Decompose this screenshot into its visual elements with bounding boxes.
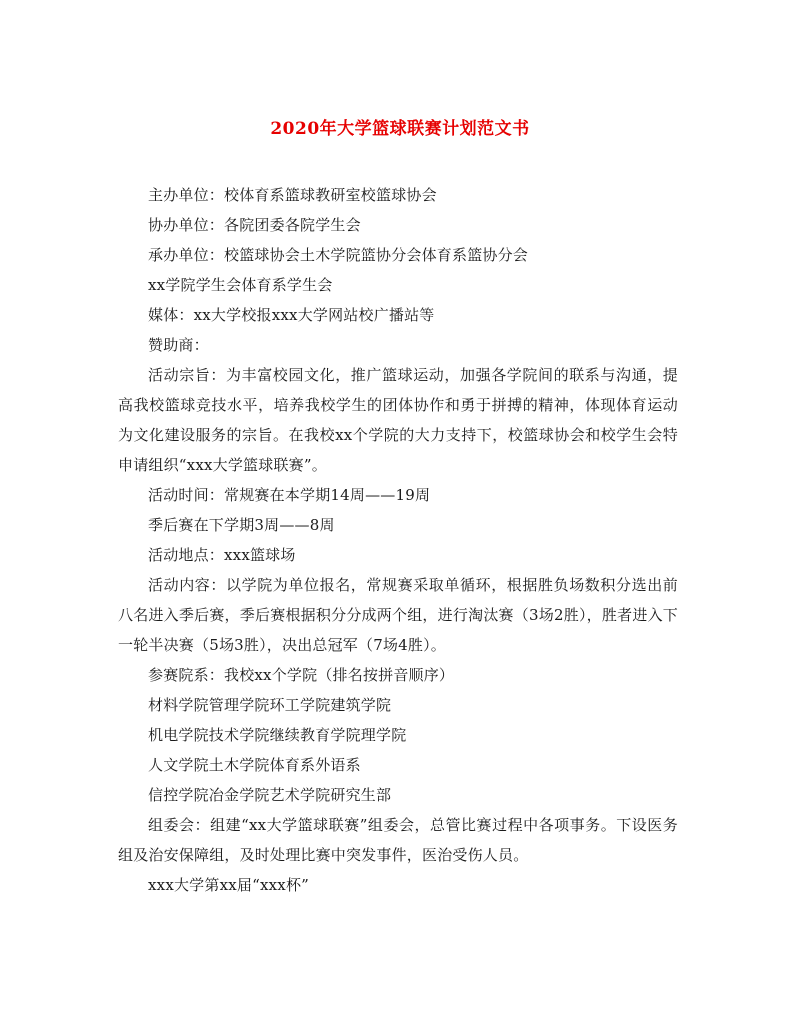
paragraph-undertaker-cont: xx学院学生会体育系学生会 — [148, 276, 333, 294]
paragraph-venue: 活动地点：xxx篮球场 — [148, 546, 296, 564]
paragraph-participants: 参赛院系：我校xx个学院（排名按拼音顺序） — [148, 666, 455, 684]
paragraph-media: 媒体：xx大学校报xxx大学网站校广播站等 — [148, 306, 435, 324]
paragraph-colleges-1: 材料学院管理学院环工学院建筑学院 — [148, 696, 392, 714]
document-body — [118, 180, 678, 900]
paragraph-co-organizer: 协办单位：各院团委各院学生会 — [148, 216, 361, 234]
paragraph-colleges-2: 机电学院技术学院继续教育学院理学院 — [148, 726, 407, 744]
paragraph-purpose: 活动宗旨：为丰富校园文化，推广篮球运动，加强各学院间的联系与沟通，提高我校篮球竞技水平，培养我校学生的团体协作和勇于拼搏的精神，体现体育运动为文化建设服务的宗旨。在我校xx个学院的大力支持下，校篮球协会和校学生会特申请组织“xxx大学篮球联赛”。 — [118, 366, 678, 474]
paragraph-time: 活动时间：常规赛在本学期14周——19周 — [148, 486, 431, 504]
paragraph-organizer: 主办单位：校体育系篮球教研室校篮球协会 — [148, 186, 437, 204]
paragraph-committee: 组委会：组建“xx大学篮球联赛”组委会，总管比赛过程中各项事务。下设医务组及治安保障组，及时处理比赛中突发事件，医治受伤人员。 — [118, 816, 678, 864]
paragraph-undertaker: 承办单位：校篮球协会土木学院篮协分会体育系篮协分会 — [148, 246, 529, 264]
paragraph-playoff-time: 季后赛在下学期3周——8周 — [148, 516, 335, 534]
paragraph-cup: xxx大学第xx届“xxx杯” — [148, 876, 310, 894]
paragraph-colleges-3: 人文学院土木学院体育系外语系 — [148, 756, 361, 774]
paragraph-sponsor: 赞助商： — [148, 336, 209, 354]
paragraph-content: 活动内容：以学院为单位报名，常规赛采取单循环，根据胜负场数积分选出前八名进入季后赛，季后赛根据积分分成两个组，进行淘汰赛（3场2胜），胜者进入下一轮半决赛（5场3胜），决出总冠军（7场4胜）。 — [118, 576, 678, 654]
paragraph-colleges-4: 信控学院冶金学院艺术学院研究生部 — [148, 786, 392, 804]
document-title: 2020年大学篮球联赛计划范文书 — [270, 119, 530, 139]
